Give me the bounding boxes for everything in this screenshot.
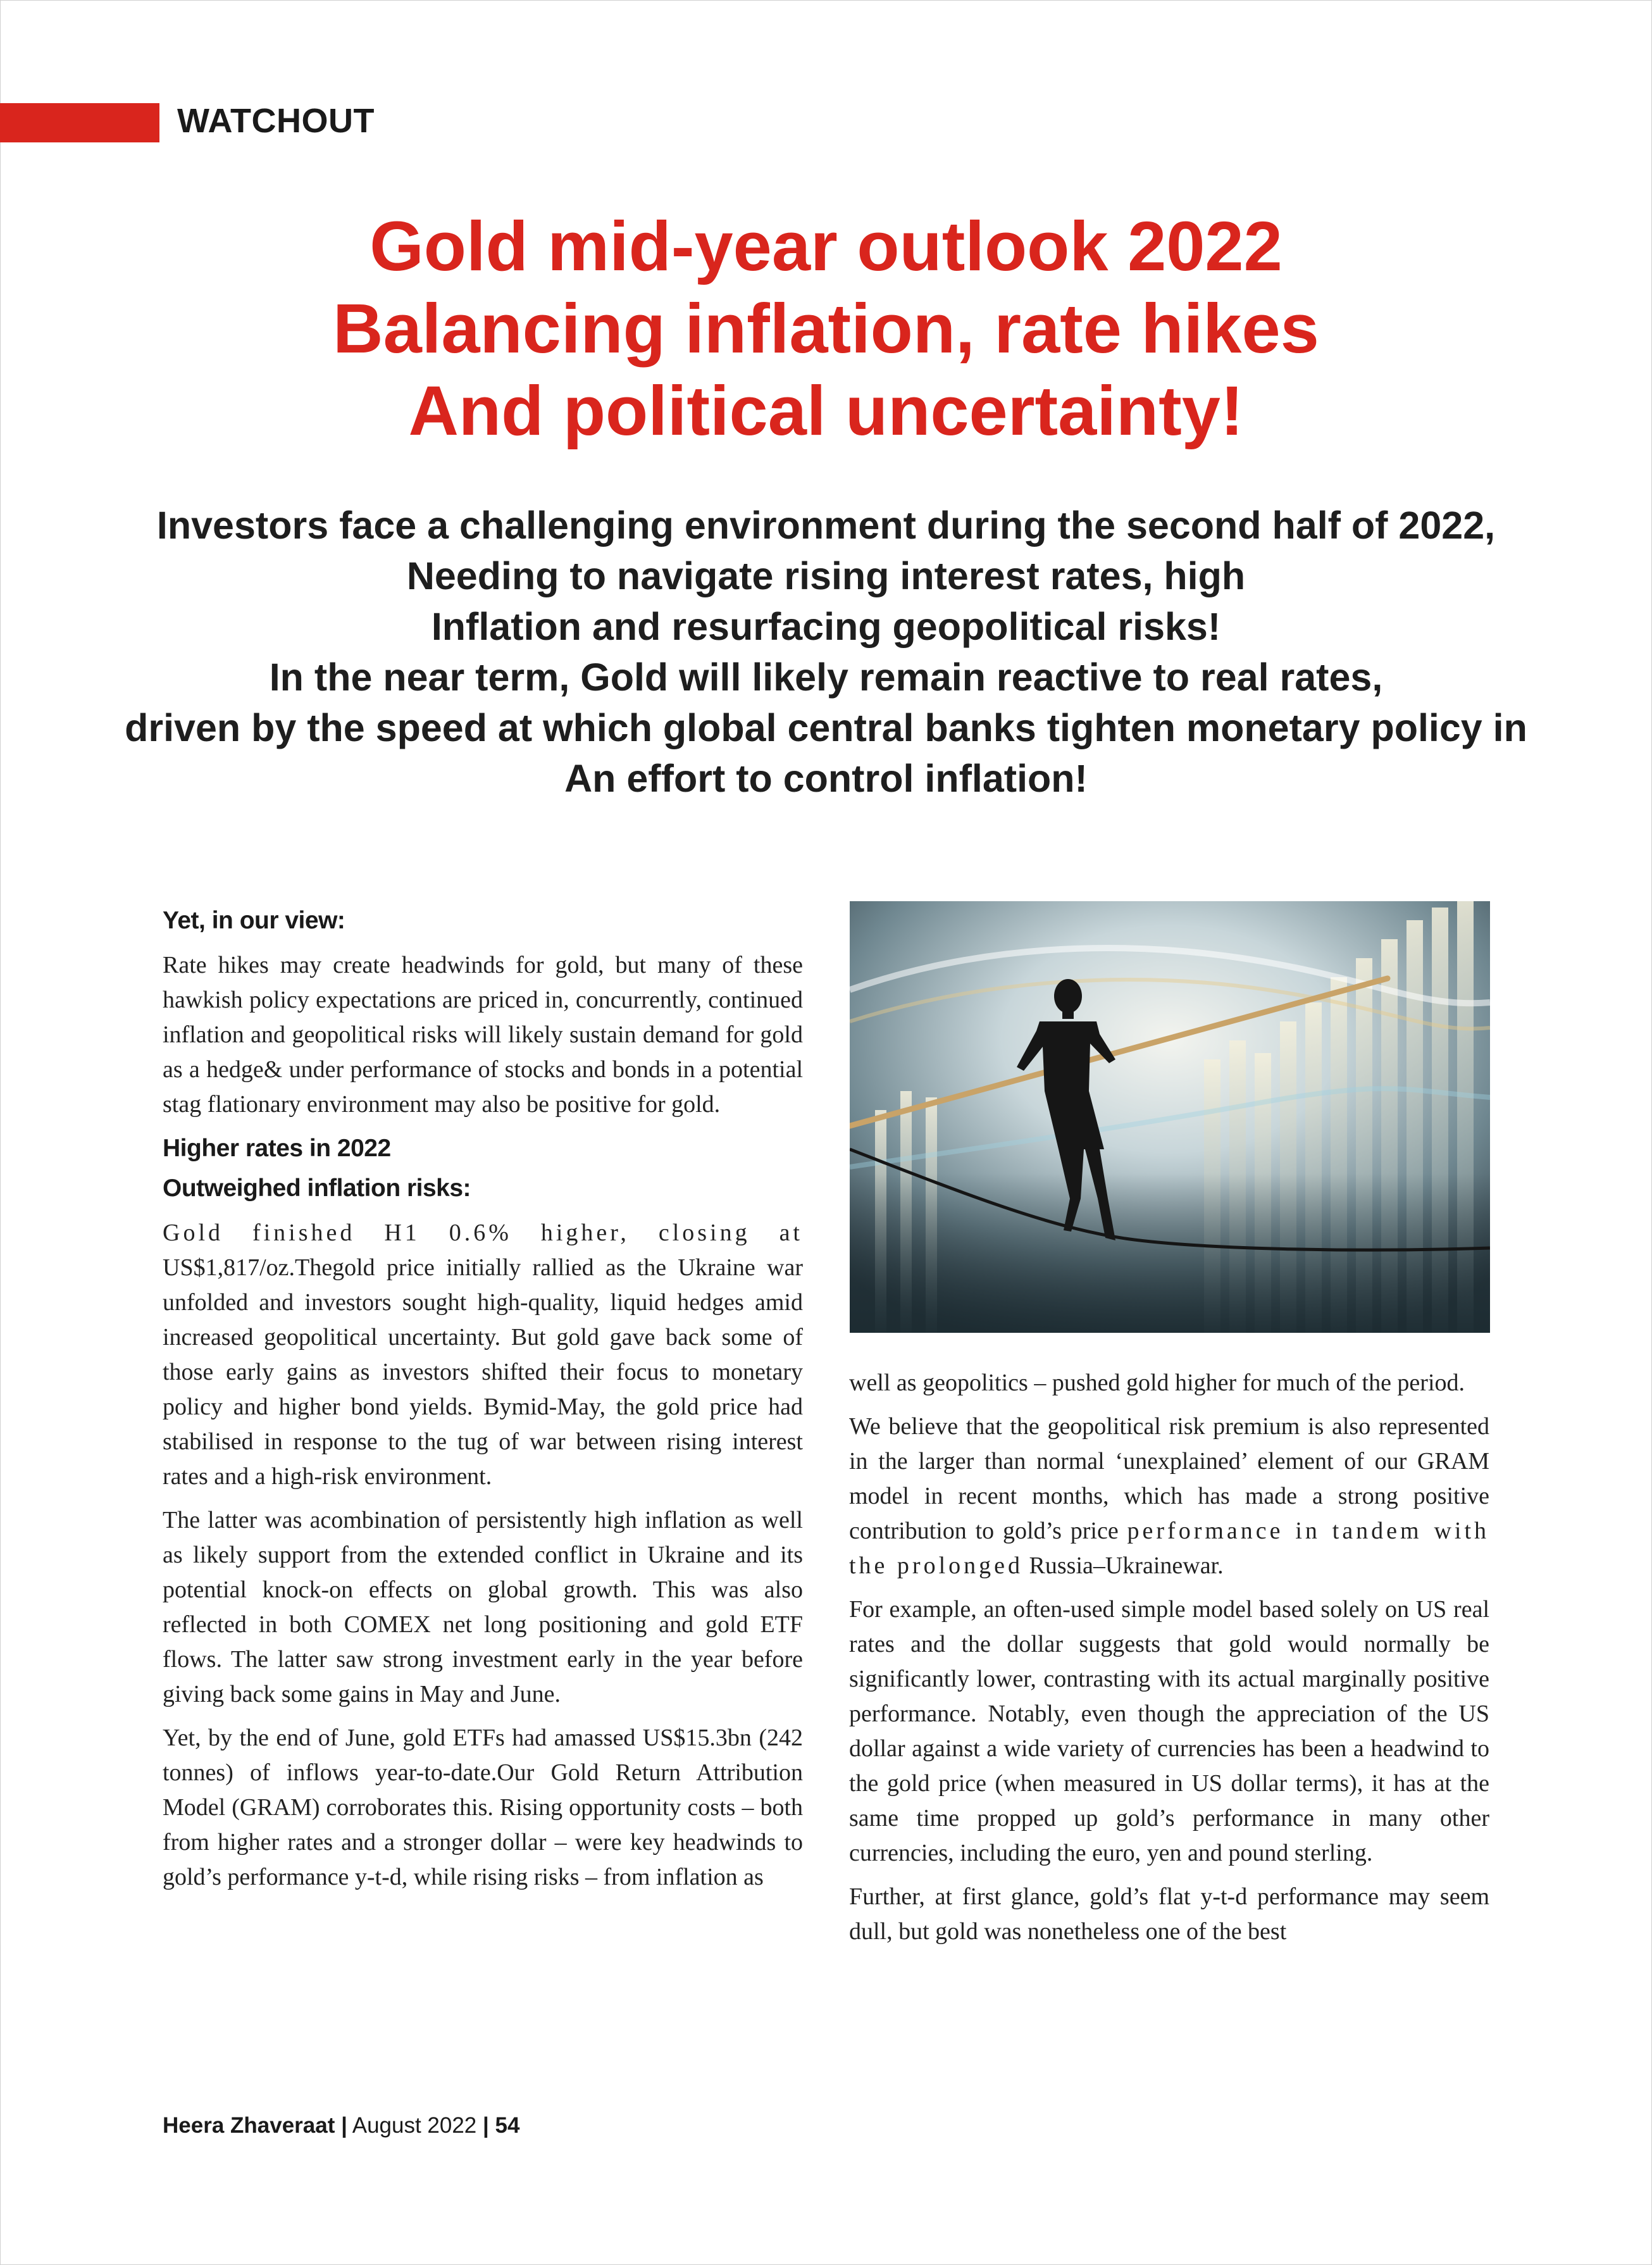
paragraph: Further, at first glance, gold’s flat y-t-d performance may seem dull, but gold was nonetheless one of the best (849, 1883, 1489, 1945)
section-label: WATCHOUT (177, 102, 375, 140)
footer-issue: August 2022 (352, 2113, 477, 2138)
paragraph: For example, an often-used simple model based solely on US real rates and the dollar suggests that gold would normally be significantly lower, contrasting with its actual marginally positive performance. Notably, even though the appreciation of the US dollar against a wide variety of currencies has been a headwind to the gold price (when measured in US dollar terms), it has at the same time propped up gold’s performance in many other currencies, including the euro, yen and pound sterling. (849, 1596, 1489, 1866)
right-column (849, 1366, 1489, 1958)
footer-separator: | (483, 2113, 489, 2138)
paragraph-part: Russia–Ukrainewar. (1029, 1552, 1224, 1579)
footer-separator: | (341, 2113, 347, 2138)
section-accent-bar (0, 103, 159, 142)
headline-line: Gold mid-year outlook 2022 (370, 208, 1282, 285)
page-footer (163, 2113, 519, 2138)
paragraph: Yet, by the end of June, gold ETFs had amassed US$15.3bn (242 tonnes) of inflows year-to-date.Our Gold Return Attribution Model (GRAM) corroborates this. Rising opportunity costs – both from higher rates and a stronger dollar – were key headwinds to gold’s performance y-t-d, while rising risks – from inflation as (163, 1725, 803, 1890)
subhead-rates: Higher rates in 2022 (163, 1135, 391, 1162)
headline-line: And political uncertainty! (408, 372, 1244, 450)
headline-line: Balancing inflation, rate hikes (333, 290, 1319, 368)
paragraph-rest: US$1,817/oz.Thegold price initially rallied as the Ukraine war unfolded and investors sought high-quality, liquid hedges amid increased geopolitical uncertainty. But gold gave back some of those early gains as investors shifted their focus to monetary policy and higher bond yields. Bymid-May, the gold price had stabilised in response to the tug of war between rising interest rates and a high-risk environment. (163, 1254, 803, 1490)
deck-line: Investors face a challenging environment during the second half of 2022, (156, 504, 1496, 547)
paragraph (163, 1216, 803, 1494)
paragraph: The latter was acombination of persistently high inflation as well as likely support from the extended conflict in Ukraine and its potential knock-on effects on global growth. This was also reflected in both COMEX net long positioning and gold ETF flows. The latter saw strong investment early in the year before giving back some gains in May and June. (163, 1507, 803, 1707)
left-column (163, 903, 803, 1904)
subhead-risks: Outweighed inflation risks: (163, 1175, 471, 1202)
deck-line: Needing to navigate rising interest rates, high (406, 554, 1246, 597)
paragraph: Rate hikes may create headwinds for gold, but many of these hawkish policy expectations are priced in, concurrently, continued inflation and geopolitical risks will likely sustain demand for gold as a hedge& under performance of stocks and bonds in a potential stag flationary environment may also be positive for gold. (163, 952, 803, 1118)
paragraph: well as geopolitics – pushed gold higher for much of the period. (849, 1370, 1465, 1396)
paragraph-part: We believe that the geopolitical risk premium is also represented in the larger than normal ‘unexplained’ element of our GRAM model in recent months, which has made a strong positive contribution to gold’s price (849, 1413, 1489, 1544)
page-number: 54 (495, 2113, 520, 2138)
footer-publication: Heera Zhaveraat (163, 2113, 335, 2138)
paragraph-lead: Gold finished H1 0.6% higher, closing at (163, 1220, 803, 1246)
deck-line: driven by the speed at which global central banks tighten monetary policy in (125, 706, 1527, 749)
subhead-view: Yet, in our view: (163, 907, 345, 934)
paragraph (849, 1409, 1489, 1583)
headline (127, 206, 1525, 452)
deck (95, 500, 1557, 804)
deck-line: An effort to control inflation! (564, 757, 1088, 800)
deck-line: Inflation and resurfacing geopolitical risks! (431, 605, 1221, 648)
deck-line: In the near term, Gold will likely remain reactive to real rates, (269, 656, 1383, 699)
tightrope-walker-photo (850, 901, 1490, 1333)
paragraph-part: performance in tandem with the prolonged (849, 1518, 1490, 1579)
